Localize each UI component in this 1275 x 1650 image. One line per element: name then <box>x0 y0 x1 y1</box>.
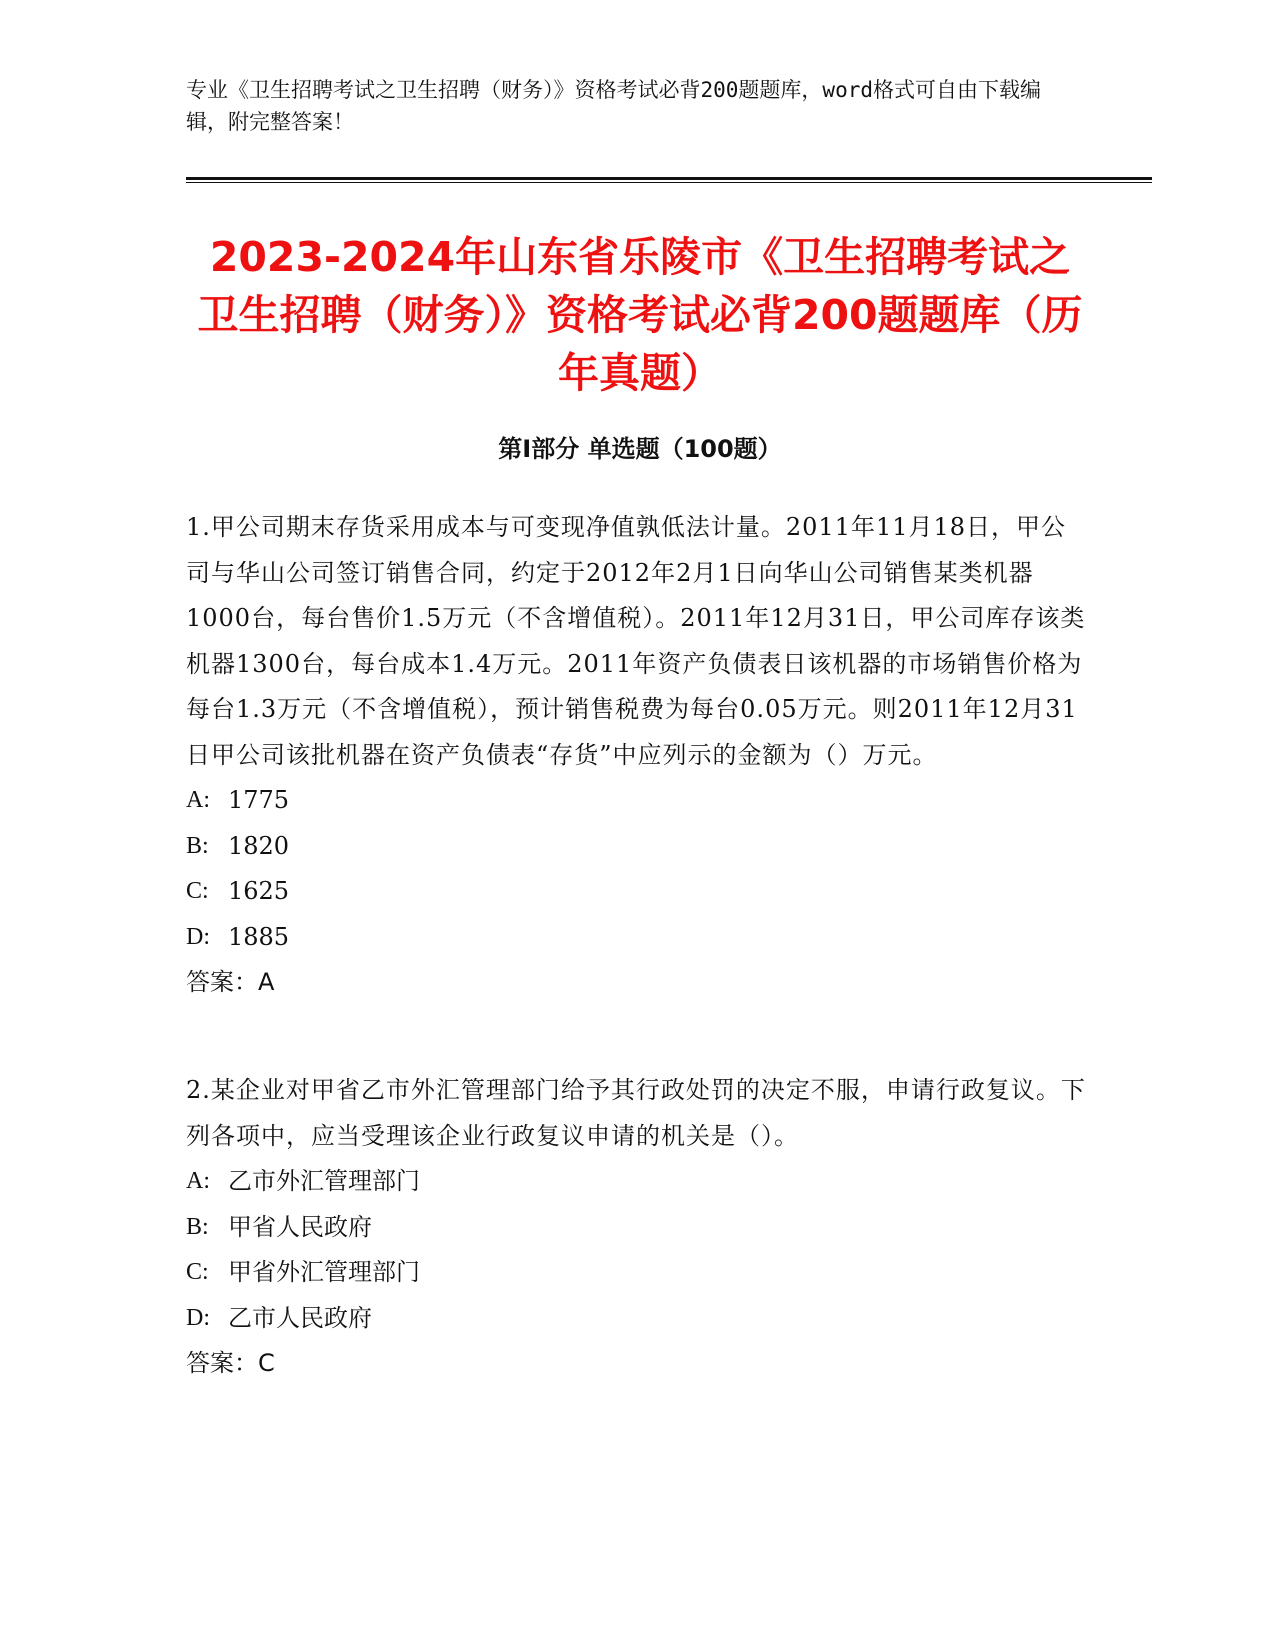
option-d <box>186 1296 1086 1342</box>
option-key: C: <box>186 878 209 904</box>
option-c <box>186 869 1086 915</box>
question-1 <box>186 505 1086 1006</box>
option-value: 乙市人民政府 <box>228 1303 372 1332</box>
header-divider <box>186 177 1152 180</box>
section-heading: 第I部分 单选题（100题） <box>498 435 782 463</box>
option-value: 1885 <box>228 922 290 951</box>
option-b <box>186 824 1086 870</box>
option-key: B: <box>186 832 209 859</box>
option-value: 甲省外汇管理部门 <box>228 1258 420 1286</box>
option-d <box>186 915 1086 961</box>
option-key: A: <box>186 787 210 813</box>
option-key: D: <box>186 923 210 950</box>
option-a <box>186 778 1086 824</box>
option-a <box>186 1159 1086 1205</box>
option-value: 乙市外汇管理部门 <box>228 1167 420 1195</box>
question-2 <box>186 1068 1086 1387</box>
option-value: 甲省人民政府 <box>228 1212 372 1241</box>
answer-label: 答案：C <box>186 1349 275 1377</box>
option-key: C: <box>186 1259 209 1285</box>
option-value: 1820 <box>228 831 290 860</box>
document-title: 2023-2024年山东省乐陵市《卫生招聘考试之卫生招聘（财务）》资格考试必背200题题库（历年真题） <box>197 233 1083 397</box>
option-value: 1775 <box>228 786 290 814</box>
option-key: D: <box>186 1304 210 1331</box>
question-text: 2.某企业对甲省乙市外汇管理部门给予其行政处罚的决定不服，申请行政复议。下列各项中，应当受理该企业行政复议申请的机关是（）。 <box>186 1076 1086 1150</box>
option-c <box>186 1250 1086 1296</box>
option-b <box>186 1205 1086 1251</box>
header-note: 专业《卫生招聘考试之卫生招聘（财务）》资格考试必背200题题库，word格式可自由下载编辑，附完整答案！ <box>186 78 1041 134</box>
option-key: A: <box>186 1168 210 1194</box>
header-divider-thin <box>186 182 1152 183</box>
answer-label: 答案：A <box>186 968 275 996</box>
option-value: 1625 <box>228 877 290 905</box>
option-key: B: <box>186 1213 209 1240</box>
question-text: 1.甲公司期末存货采用成本与可变现净值孰低法计量。2011年11月18日，甲公司与华山公司签订销售合同，约定于2012年2月1日向华山公司销售某类机器1000台，每台售价1.5万元（不含增值税）。2011年12月31日，甲公司库存该类机器1300台，每台成本1.4万元。2011年资产负债表日该机器的市场销售价格为每台1.3万元（不含增值税），预计销售税费为每台0.05万元。则2011年12月31日甲公司该批机器在资产负债表“存货”中应列示的金额为（）万元。 <box>186 513 1086 769</box>
